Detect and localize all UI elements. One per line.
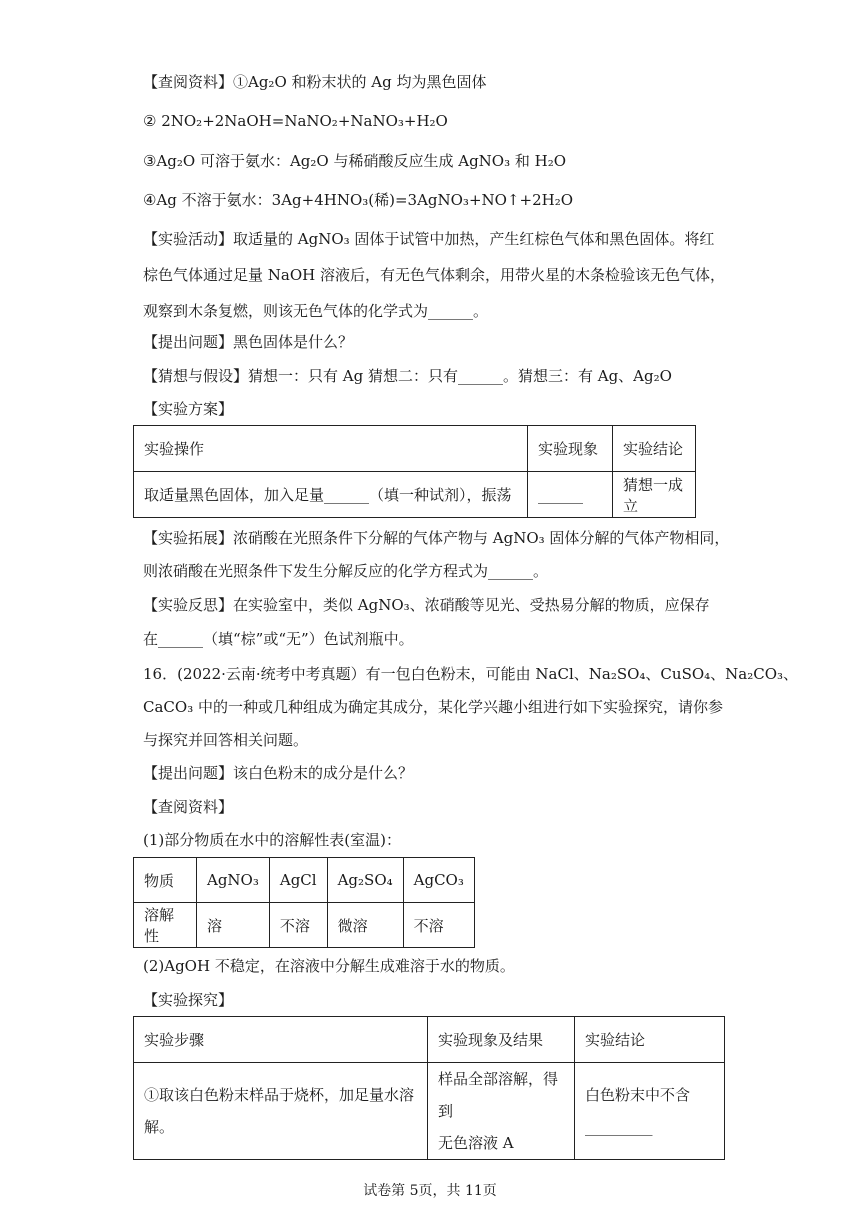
table-cell: 猜想一成立	[613, 472, 696, 518]
experiment-plan-table	[133, 425, 696, 518]
cell-line: 样品全部溶解，得到	[438, 1070, 559, 1120]
table-cell: AgCl	[269, 858, 327, 903]
text-line: 【查阅资料】①Ag₂O 和粉末状的 Ag 均为黑色固体	[143, 73, 487, 91]
text-line: 在______（填“棕”或“无”）色试剂瓶中。	[143, 630, 414, 648]
cell-line: 白色粉末中不含	[585, 1086, 691, 1104]
table-cell	[428, 1063, 575, 1160]
table-header: 实验结论	[575, 1017, 725, 1063]
table-cell: ______	[528, 472, 613, 518]
cell-line: 无色溶液 A	[438, 1134, 514, 1152]
text-line: 【实验方案】	[143, 400, 234, 418]
text-line: (1)部分物质在水中的溶解性表(室温)：	[143, 831, 401, 849]
text-line: 【提出问题】黑色固体是什么？	[143, 333, 354, 351]
table-header: 实验现象及结果	[428, 1017, 575, 1063]
text-line: 【猜想与假设】猜想一：只有 Ag 猜想二：只有______。猜想三：有 Ag、Ag₂O	[143, 367, 672, 385]
text-line: ④Ag 不溶于氨水：3Ag+4HNO₃(稀)=3AgNO₃+NO↑+2H₂O	[143, 191, 574, 209]
text-line: 【实验活动】取适量的 AgNO₃ 固体于试管中加热，产生红棕色气体和黑色固体。将红	[143, 230, 715, 248]
text-line: 【实验反思】在实验室中，类似 AgNO₃、浓硝酸等见光、受热易分解的物质，应保存	[143, 596, 710, 614]
table-header: 实验操作	[134, 426, 528, 472]
cell-line: 解。	[144, 1118, 175, 1136]
text-line: 【提出问题】该白色粉末的成分是什么？	[143, 764, 414, 782]
table-cell: Ag₂SO₄	[327, 858, 403, 903]
text-line: ③Ag₂O 可溶于氨水：Ag₂O 与稀硝酸反应生成 AgNO₃ 和 H₂O	[143, 152, 567, 170]
text-line: CaCO₃ 中的一种或几种组成为确定其成分，某化学兴趣小组进行如下实验探究，请你参	[143, 698, 723, 716]
table-cell	[575, 1063, 725, 1160]
text-line: 【查阅资料】	[143, 798, 234, 816]
solubility-table	[133, 857, 475, 948]
text-line: 【实验拓展】浓硝酸在光照条件下分解的气体产物与 AgNO₃ 固体分解的气体产物相同，	[143, 529, 730, 547]
experiment-table	[133, 1016, 725, 1160]
table-cell: 溶	[197, 903, 270, 948]
table-header: 实验现象	[528, 426, 613, 472]
table-header: 实验步骤	[134, 1017, 428, 1063]
cell-line: ①取该白色粉末样品于烧杯，加足量水溶	[144, 1086, 415, 1104]
table-cell: AgNO₃	[197, 858, 270, 903]
table-cell: 不溶	[403, 903, 474, 948]
text-line: 棕色气体通过足量 NaOH 溶液后，有无色气体剩余，用带火星的木条检验该无色气体，	[143, 266, 725, 284]
text-line: 与探究并回答相关问题。	[143, 731, 309, 749]
page-footer: 试卷第 5页，共 11页	[363, 1183, 497, 1199]
table-cell: 微溶	[327, 903, 403, 948]
text-line: ② 2NO₂+2NaOH=NaNO₂+NaNO₃+H₂O	[143, 112, 448, 130]
table-cell: AgCO₃	[403, 858, 474, 903]
table-cell	[134, 1063, 428, 1160]
table-cell: 取适量黑色固体，加入足量______（填一种试剂），振荡	[134, 472, 528, 518]
text-line: 16．(2022·云南·统考中考真题）有一包白色粉末，可能由 NaCl、Na₂SO₄、CuSO₄、Na₂CO₃、	[143, 665, 799, 683]
table-cell: 不溶	[269, 903, 327, 948]
text-line: 【实验探究】	[143, 991, 234, 1009]
text-line: (2)AgOH 不稳定，在溶液中分解生成难溶于水的物质。	[143, 957, 515, 975]
text-line: 则浓硝酸在光照条件下发生分解反应的化学方程式为______。	[143, 562, 549, 580]
text-line: 观察到木条复燃，则该无色气体的化学式为______。	[143, 302, 489, 320]
table-cell: 溶解性	[134, 903, 197, 948]
table-header: 实验结论	[613, 426, 696, 472]
cell-line: _________	[585, 1118, 653, 1136]
table-cell: 物质	[134, 858, 197, 903]
